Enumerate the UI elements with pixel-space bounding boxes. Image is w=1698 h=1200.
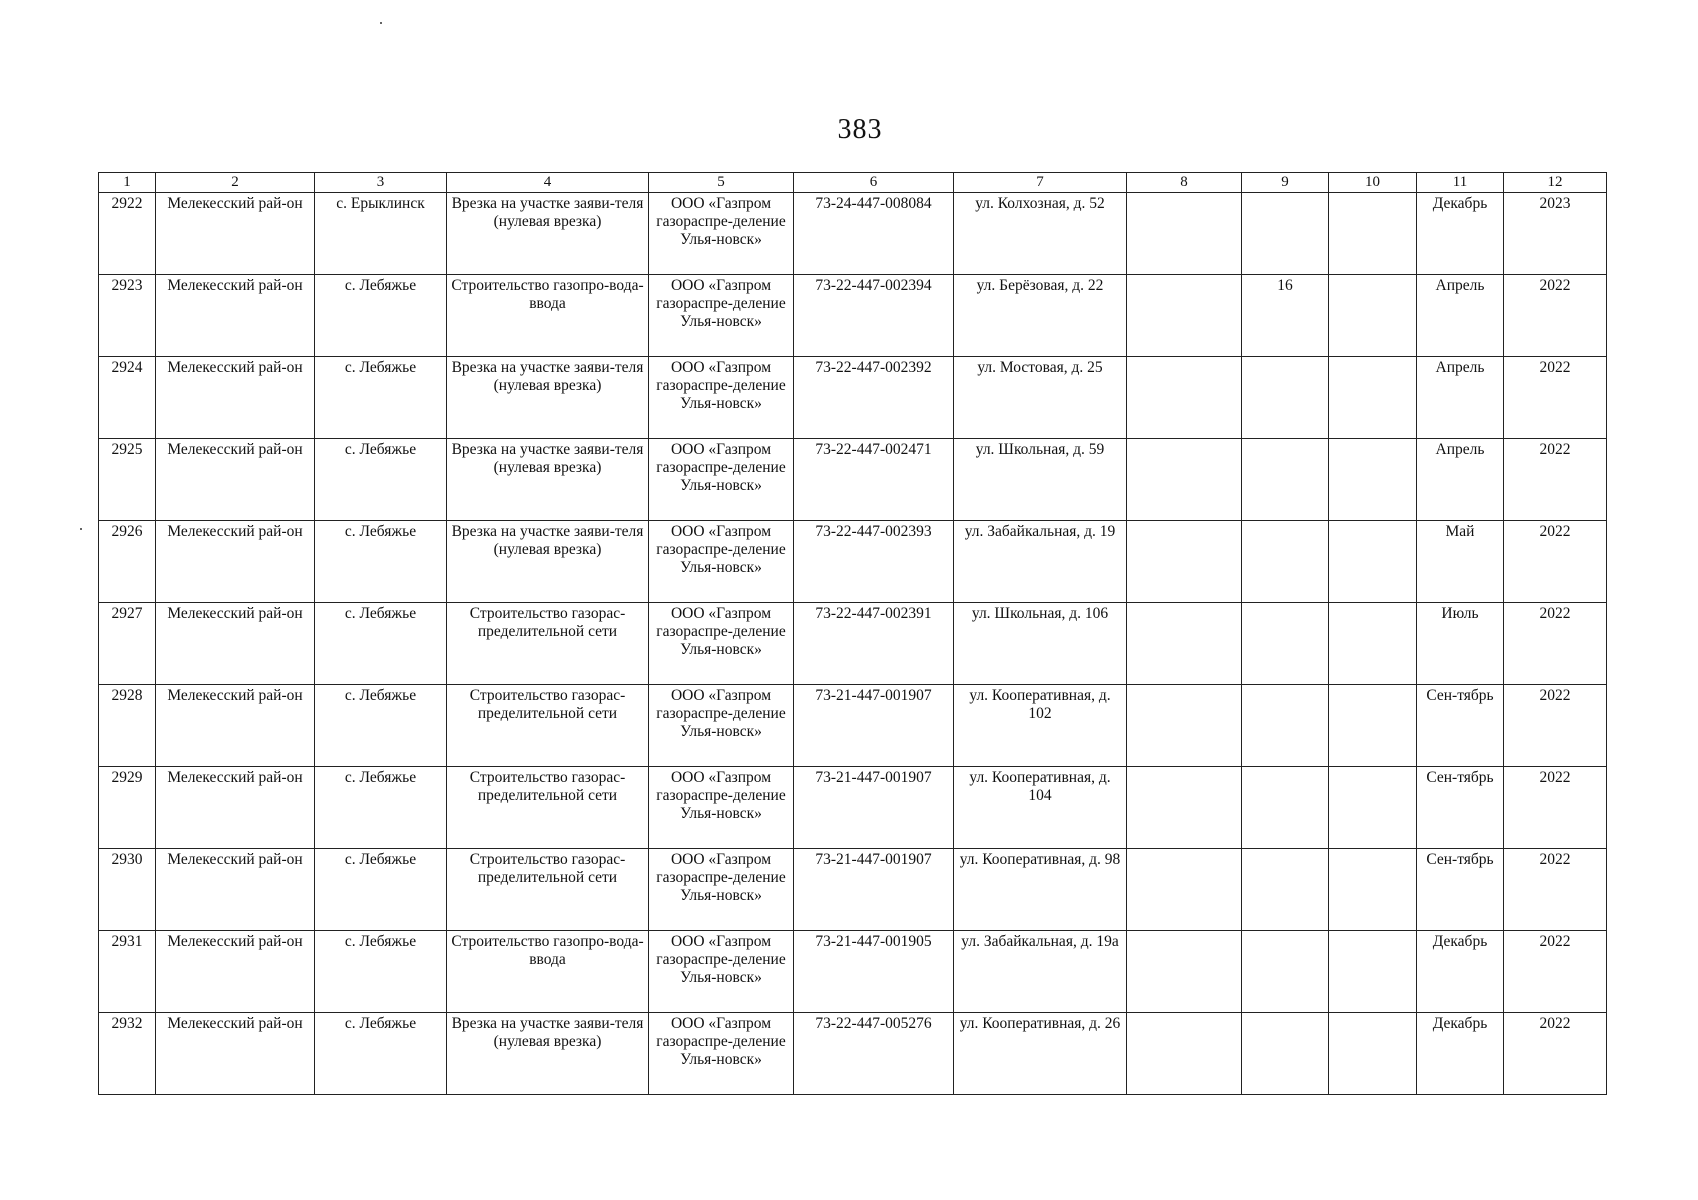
registry-table [98,172,1607,1095]
application-number-cell: 73-21-447-001907 [794,849,954,931]
organization-cell: ООО «Газпром газораспре-деление Улья-новск» [649,439,794,521]
month-cell: Апрель [1417,439,1504,521]
application-number-cell: 73-22-447-002391 [794,603,954,685]
cell-col-8 [1127,357,1242,439]
row-number: 2929 [99,767,156,849]
table-row [99,439,1607,521]
cell-col-9: 16 [1242,275,1329,357]
cell-col-9 [1242,931,1329,1013]
settlement-cell: с. Лебяжье [315,767,447,849]
cell-col-9 [1242,849,1329,931]
cell-col-9 [1242,767,1329,849]
cell-col-10 [1329,357,1417,439]
settlement-cell: с. Лебяжье [315,849,447,931]
organization-cell: ООО «Газпром газораспре-деление Улья-новск» [649,1013,794,1095]
district-cell: Мелекесский рай-он [156,275,315,357]
organization-cell: ООО «Газпром газораспре-деление Улья-новск» [649,521,794,603]
application-number-cell: 73-21-447-001907 [794,685,954,767]
district-cell: Мелекесский рай-он [156,357,315,439]
cell-col-10 [1329,193,1417,275]
page-number: 383 [837,114,883,145]
table-row [99,275,1607,357]
row-number: 2926 [99,521,156,603]
column-header: 2 [156,173,315,193]
work-type-cell: Врезка на участке заяви-теля (нулевая врезка) [447,357,649,439]
cell-col-9 [1242,193,1329,275]
column-header: 6 [794,173,954,193]
cell-col-9 [1242,439,1329,521]
work-type-cell: Врезка на участке заяви-теля (нулевая врезка) [447,193,649,275]
application-number-cell: 73-22-447-002471 [794,439,954,521]
table-row [99,193,1607,275]
district-cell: Мелекесский рай-он [156,767,315,849]
cell-col-9 [1242,521,1329,603]
settlement-cell: с. Лебяжье [315,275,447,357]
address-cell: ул. Школьная, д. 106 [954,603,1127,685]
table-row [99,685,1607,767]
application-number-cell: 73-24-447-008084 [794,193,954,275]
year-cell: 2022 [1504,357,1607,439]
organization-cell: ООО «Газпром газораспре-деление Улья-новск» [649,193,794,275]
month-cell: Сен-тябрь [1417,767,1504,849]
year-cell: 2023 [1504,193,1607,275]
year-cell: 2022 [1504,685,1607,767]
cell-col-8 [1127,275,1242,357]
table-row [99,1013,1607,1095]
row-number: 2930 [99,849,156,931]
cell-col-8 [1127,685,1242,767]
scan-speck [380,22,382,24]
year-cell: 2022 [1504,603,1607,685]
column-header: 3 [315,173,447,193]
column-header: 11 [1417,173,1504,193]
settlement-cell: с. Лебяжье [315,1013,447,1095]
address-cell: ул. Забайкальная, д. 19а [954,931,1127,1013]
month-cell: Сен-тябрь [1417,849,1504,931]
cell-col-10 [1329,1013,1417,1095]
work-type-cell: Строительство газорас-пределительной сети [447,603,649,685]
address-cell: ул. Кооперативная, д. 26 [954,1013,1127,1095]
row-number: 2922 [99,193,156,275]
cell-col-8 [1127,439,1242,521]
scan-speck [80,528,82,530]
settlement-cell: с. Лебяжье [315,521,447,603]
organization-cell: ООО «Газпром газораспре-деление Улья-новск» [649,275,794,357]
district-cell: Мелекесский рай-он [156,193,315,275]
application-number-cell: 73-21-447-001905 [794,931,954,1013]
year-cell: 2022 [1504,767,1607,849]
cell-col-8 [1127,767,1242,849]
organization-cell: ООО «Газпром газораспре-деление Улья-новск» [649,849,794,931]
month-cell: Июль [1417,603,1504,685]
column-header: 1 [99,173,156,193]
organization-cell: ООО «Газпром газораспре-деление Улья-новск» [649,685,794,767]
cell-col-8 [1127,603,1242,685]
cell-col-8 [1127,521,1242,603]
cell-col-10 [1329,603,1417,685]
cell-col-10 [1329,767,1417,849]
application-number-cell: 73-22-447-005276 [794,1013,954,1095]
year-cell: 2022 [1504,521,1607,603]
table-row [99,521,1607,603]
year-cell: 2022 [1504,1013,1607,1095]
column-header: 12 [1504,173,1607,193]
application-number-cell: 73-21-447-001907 [794,767,954,849]
organization-cell: ООО «Газпром газораспре-деление Улья-новск» [649,767,794,849]
settlement-cell: с. Лебяжье [315,931,447,1013]
address-cell: ул. Кооперативная, д. 98 [954,849,1127,931]
address-cell: ул. Берёзовая, д. 22 [954,275,1127,357]
cell-col-8 [1127,193,1242,275]
column-header: 8 [1127,173,1242,193]
cell-col-10 [1329,685,1417,767]
work-type-cell: Врезка на участке заяви-теля (нулевая врезка) [447,521,649,603]
settlement-cell: с. Лебяжье [315,685,447,767]
column-header: 7 [954,173,1127,193]
row-number: 2928 [99,685,156,767]
district-cell: Мелекесский рай-он [156,685,315,767]
row-number: 2923 [99,275,156,357]
cell-col-10 [1329,439,1417,521]
application-number-cell: 73-22-447-002392 [794,357,954,439]
organization-cell: ООО «Газпром газораспре-деление Улья-новск» [649,603,794,685]
cell-col-9 [1242,1013,1329,1095]
column-header: 4 [447,173,649,193]
row-number: 2931 [99,931,156,1013]
year-cell: 2022 [1504,439,1607,521]
year-cell: 2022 [1504,275,1607,357]
column-header: 10 [1329,173,1417,193]
column-header: 9 [1242,173,1329,193]
cell-col-10 [1329,521,1417,603]
district-cell: Мелекесский рай-он [156,603,315,685]
work-type-cell: Строительство газорас-пределительной сети [447,685,649,767]
month-cell: Декабрь [1417,1013,1504,1095]
address-cell: ул. Кооперативная, д. 104 [954,767,1127,849]
settlement-cell: с. Лебяжье [315,357,447,439]
cell-col-8 [1127,849,1242,931]
table-row [99,931,1607,1013]
year-cell: 2022 [1504,849,1607,931]
address-cell: ул. Забайкальная, д. 19 [954,521,1127,603]
district-cell: Мелекесский рай-он [156,1013,315,1095]
row-number: 2932 [99,1013,156,1095]
application-number-cell: 73-22-447-002393 [794,521,954,603]
organization-cell: ООО «Газпром газораспре-деление Улья-новск» [649,931,794,1013]
district-cell: Мелекесский рай-он [156,521,315,603]
cell-col-9 [1242,603,1329,685]
cell-col-10 [1329,275,1417,357]
table-row [99,849,1607,931]
cell-col-9 [1242,357,1329,439]
cell-col-10 [1329,931,1417,1013]
month-cell: Декабрь [1417,931,1504,1013]
work-type-cell: Врезка на участке заяви-теля (нулевая врезка) [447,1013,649,1095]
district-cell: Мелекесский рай-он [156,439,315,521]
cell-col-10 [1329,849,1417,931]
header-row [99,173,1607,193]
row-number: 2925 [99,439,156,521]
settlement-cell: с. Ерыклинск [315,193,447,275]
month-cell: Сен-тябрь [1417,685,1504,767]
table-row [99,603,1607,685]
district-cell: Мелекесский рай-он [156,849,315,931]
year-cell: 2022 [1504,931,1607,1013]
table-row [99,767,1607,849]
month-cell: Апрель [1417,357,1504,439]
table-row [99,357,1607,439]
column-header: 5 [649,173,794,193]
work-type-cell: Врезка на участке заяви-теля (нулевая врезка) [447,439,649,521]
month-cell: Декабрь [1417,193,1504,275]
work-type-cell: Строительство газорас-пределительной сети [447,849,649,931]
district-cell: Мелекесский рай-он [156,931,315,1013]
cell-col-8 [1127,931,1242,1013]
settlement-cell: с. Лебяжье [315,603,447,685]
address-cell: ул. Мостовая, д. 25 [954,357,1127,439]
work-type-cell: Строительство газопро-вода-ввода [447,275,649,357]
settlement-cell: с. Лебяжье [315,439,447,521]
address-cell: ул. Школьная, д. 59 [954,439,1127,521]
month-cell: Апрель [1417,275,1504,357]
row-number: 2924 [99,357,156,439]
cell-col-8 [1127,1013,1242,1095]
application-number-cell: 73-22-447-002394 [794,275,954,357]
address-cell: ул. Кооперативная, д. 102 [954,685,1127,767]
organization-cell: ООО «Газпром газораспре-деление Улья-новск» [649,357,794,439]
row-number: 2927 [99,603,156,685]
month-cell: Май [1417,521,1504,603]
cell-col-9 [1242,685,1329,767]
address-cell: ул. Колхозная, д. 52 [954,193,1127,275]
work-type-cell: Строительство газорас-пределительной сети [447,767,649,849]
work-type-cell: Строительство газопро-вода-ввода [447,931,649,1013]
